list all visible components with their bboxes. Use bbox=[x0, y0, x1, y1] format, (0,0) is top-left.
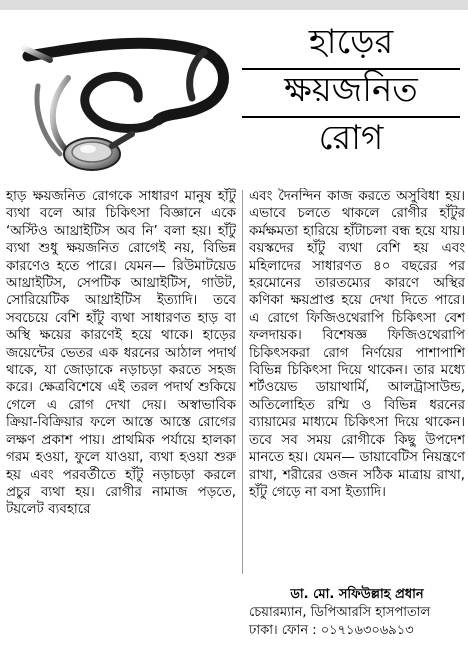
author-name: ডা. মো. সফিউল্লাহ প্রধান bbox=[290, 587, 424, 602]
top-bar bbox=[0, 0, 468, 10]
author-contact: ঢাকা। ফোন : ০১৭১৬৩০৬৯১৩ bbox=[249, 623, 414, 638]
author-block bbox=[249, 586, 465, 640]
headline bbox=[240, 22, 462, 164]
article-column-right: এবং দৈনন্দিন কাজ করতে অসুবিধা হয়। এভাবে চলতে থাকলে রোগীর হাঁটুর কর্মক্ষমতা হারিয়ে হাঁটাচলা বন্ধ হয়ে যায়। বয়স্কদের হাঁটু ব্যথা বেশি হয় এবং মহিলাদের সাধারণত ৪০ বছরের পর হরমোনের তারতম্যের কারণে অস্থির কণিকা ক্ষয়প্রাপ্ত হয়ে দেখা দিতে পারে। এ রোগে ফিজিওথেরাপি চিকিৎসা বেশ ফলদায়ক। বিশেষজ্ঞ ফিজিওথেরাপি চিকিৎসকরা রোগ নির্ণয়ের পাশাপাশি বিভিন্ন চিকিৎসা দিয়ে থাকেন। তার মধ্যে শর্টওয়েভ ডায়াথার্মি, আলট্রাসাউন্ড, অতিলোহিত রশ্মি ও বিভিন্ন ধরনের ব্যায়ামের মাধ্যমে চিকিৎসা দিয়ে থাকেন। তবে সব সময় রোগীকে কিছু উপদেশ মানতে হয়। যেমন— ডায়াবেটিস নিয়ন্ত্রণে রাখা, শরীরের ওজন সঠিক মাত্রায় রাখা, হাঁটু গেড়ে না বসা ইত্যাদি। bbox=[249, 189, 465, 500]
headline-line-2: ক্ষয়জনিত bbox=[284, 70, 418, 110]
headline-line-1: হাড়ের bbox=[308, 22, 394, 62]
stethoscope-icon bbox=[8, 18, 230, 180]
headline-line-3: রোগ bbox=[318, 118, 384, 158]
article-column-left: হাড় ক্ষয়জনিত রোগকে সাধারণ মানুষ হাঁটু ব্যথা বলে আর চিকিৎসা বিজ্ঞানে একে ‘অস্টিও আথ্রাইটিস অব নি’ বলা হয়। হাঁটু ব্যথা শুধু ক্ষয়জনিত রোগেই নয়, বিভিন্ন কারণেও হতে পারে। যেমন— রিউমাটয়েড আথ্রাইটিস, সেপটিক আথ্রাইটিস, গাউট, সোরিয়েটিক আথ্রাইটিস ইত্যাদি। তবে সবচেয়ে বেশি হাঁটু ব্যথা সাধারণত হাড় বা অস্থি ক্ষয়ের কারণেই হয়ে থাকে। হাড়ের জয়েন্টের ভেতর এক ধরনের আঠাল পদার্থ থাকে, যা জোড়াকে নড়াচড়া করতে সহজ করে। ক্ষেত্রবিশেষে এই তরল পদার্থ শুকিয়ে গেলে এ রোগ দেখা দেয়। অস্বাভাবিক ক্রিয়া-বিক্রিয়ার ফলে আস্তে আস্তে রোগের লক্ষণ প্রকাশ পায়। প্রাথমিক পর্যায়ে হালকা গরম হওয়া, ফুলে যাওয়া, ব্যথা হওয়া শুরু হয় এবং পরবর্তীতে হাঁটু নড়াচড়া করলে প্রচুর ব্যথা হয়। রোগীর নামাজ পড়তে, টয়লেট ব্যবহারে bbox=[6, 189, 236, 518]
author-title: চেয়ারম্যান, ডিপিআরসি হাসপাতাল bbox=[249, 605, 431, 620]
column-divider bbox=[242, 190, 243, 574]
